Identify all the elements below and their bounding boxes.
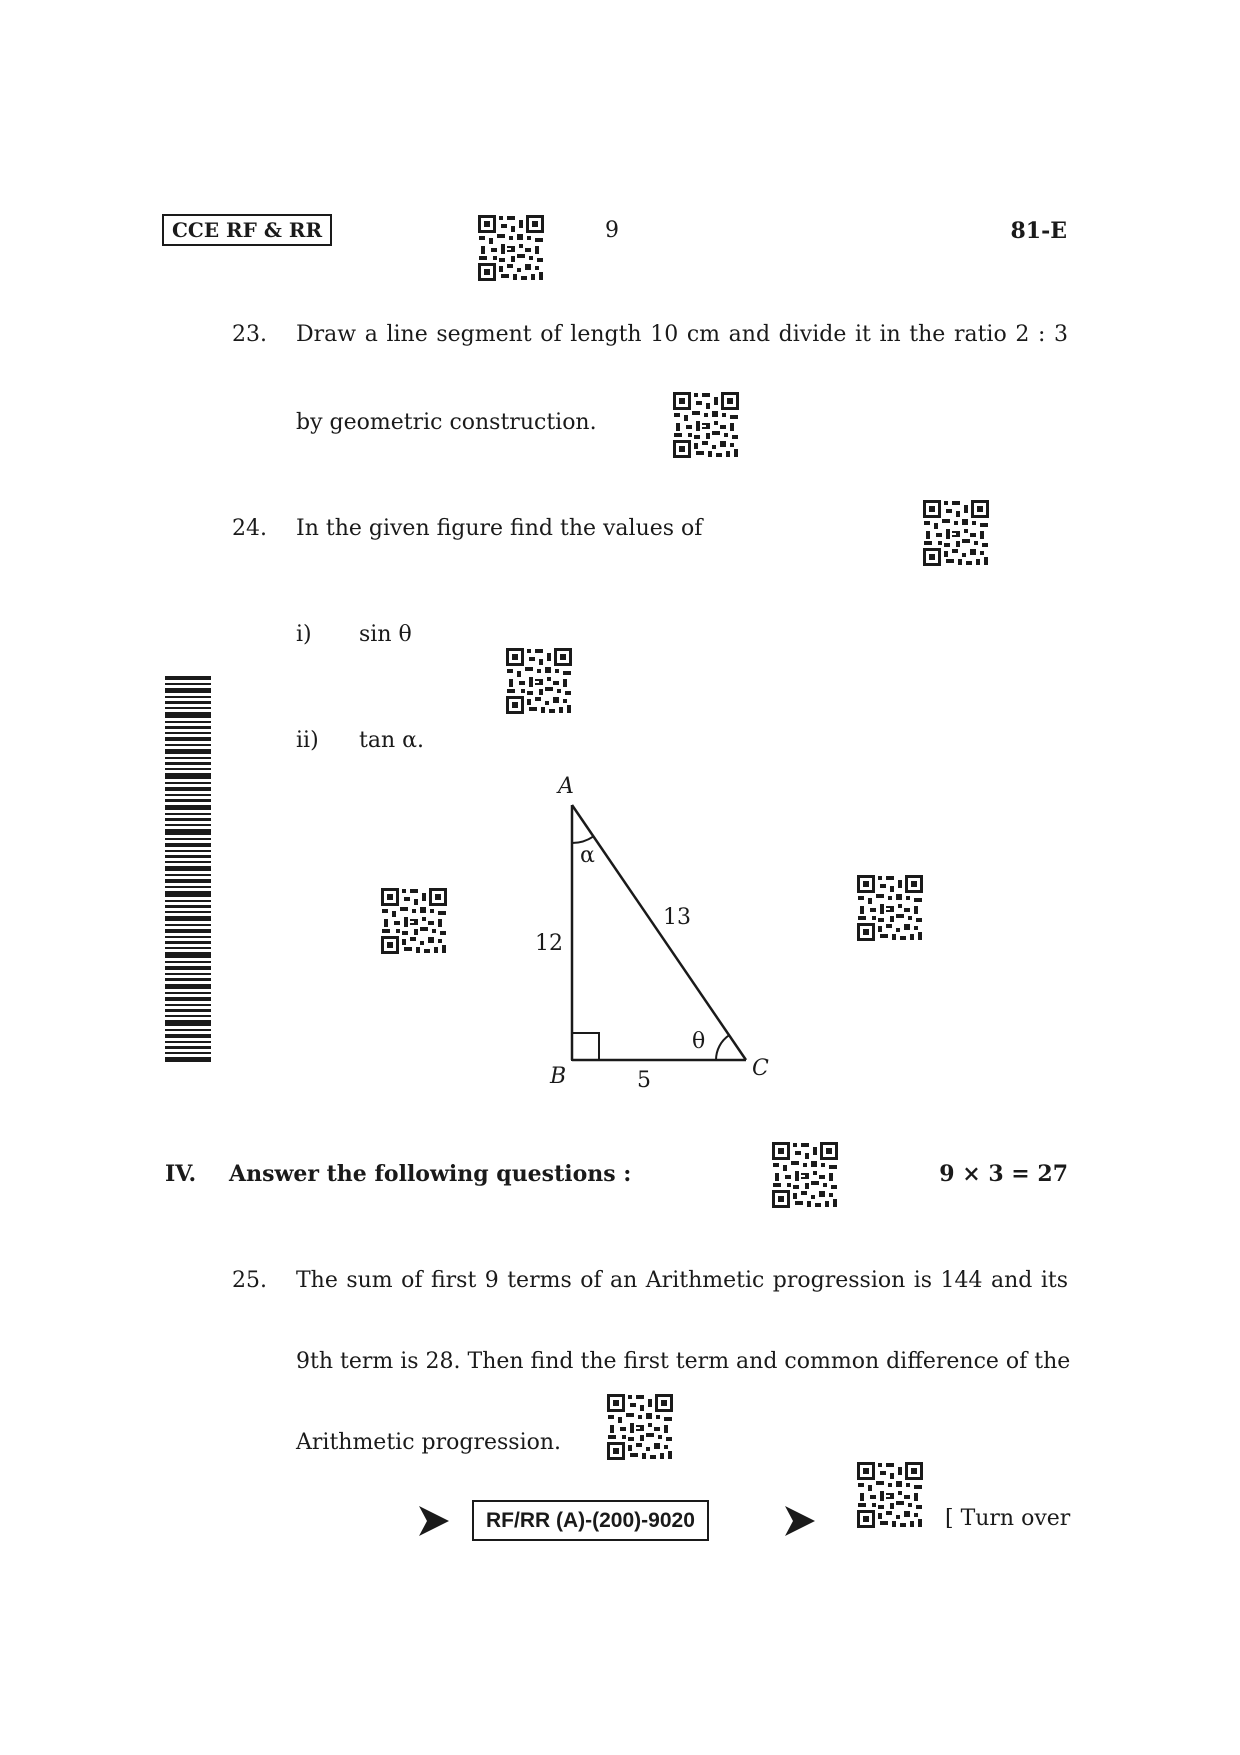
arrow-pointer-icon bbox=[418, 1505, 450, 1537]
side-ac bbox=[572, 805, 746, 1060]
barcode-icon bbox=[165, 676, 211, 1066]
triangle-figure bbox=[530, 770, 800, 1100]
qr-code-icon bbox=[922, 499, 990, 567]
side-ac-label: 13 bbox=[663, 905, 691, 930]
question-24-part-1-text: sin θ bbox=[359, 622, 412, 647]
qr-code-icon bbox=[606, 1393, 674, 1461]
right-angle-marker bbox=[572, 1033, 599, 1060]
question-24-part-2-label: ii) bbox=[296, 728, 319, 753]
question-24-number: 24. bbox=[232, 516, 267, 541]
qr-code-icon bbox=[672, 391, 740, 459]
question-25-number: 25. bbox=[232, 1268, 267, 1293]
question-24-part-1-label: i) bbox=[296, 622, 312, 647]
arrow-pointer-icon bbox=[784, 1505, 816, 1537]
question-25-line-2: 9th term is 28. Then find the first term and common difference of the bbox=[296, 1349, 1071, 1374]
qr-code-icon bbox=[856, 874, 924, 942]
angle-theta-label: θ bbox=[692, 1029, 706, 1054]
question-25-line-3: Arithmetic progression. bbox=[296, 1430, 562, 1455]
scheme-label: CCE RF & RR bbox=[162, 214, 332, 246]
vertex-b-label: B bbox=[550, 1064, 567, 1089]
question-24-part-2-text: tan α. bbox=[359, 728, 424, 753]
angle-alpha-arc bbox=[572, 836, 593, 843]
question-23-number: 23. bbox=[232, 322, 267, 347]
vertex-c-label: C bbox=[752, 1056, 769, 1081]
question-23-line-2: by geometric construction. bbox=[296, 410, 597, 435]
qr-code-icon bbox=[771, 1141, 839, 1209]
angle-alpha-label: α bbox=[580, 843, 595, 868]
side-bc-label: 5 bbox=[637, 1068, 651, 1093]
qr-code-icon bbox=[505, 647, 573, 715]
turn-over-text: [ Turn over bbox=[945, 1506, 1071, 1531]
section-marks: 9 × 3 = 27 bbox=[939, 1161, 1068, 1187]
angle-theta-arc bbox=[716, 1035, 729, 1060]
side-ab-label: 12 bbox=[535, 931, 563, 956]
page-number: 9 bbox=[605, 218, 619, 243]
qr-code-icon bbox=[856, 1461, 924, 1529]
footer-code: RF/RR (A)-(200)-9020 bbox=[472, 1500, 709, 1541]
question-25-line-1: The sum of first 9 terms of an Arithmetic progression is 144 and its bbox=[296, 1268, 1068, 1293]
question-23-line-1: Draw a line segment of length 10 cm and divide it in the ratio 2 : 3 bbox=[296, 322, 1068, 347]
question-24-text: In the given figure find the values of bbox=[296, 516, 703, 541]
section-heading: Answer the following questions : bbox=[229, 1161, 632, 1187]
qr-code-icon bbox=[380, 887, 448, 955]
vertex-a-label: A bbox=[558, 774, 574, 799]
qr-code-icon bbox=[477, 214, 545, 282]
section-roman-numeral: IV. bbox=[165, 1161, 197, 1187]
paper-code: 81-E bbox=[1010, 218, 1067, 244]
